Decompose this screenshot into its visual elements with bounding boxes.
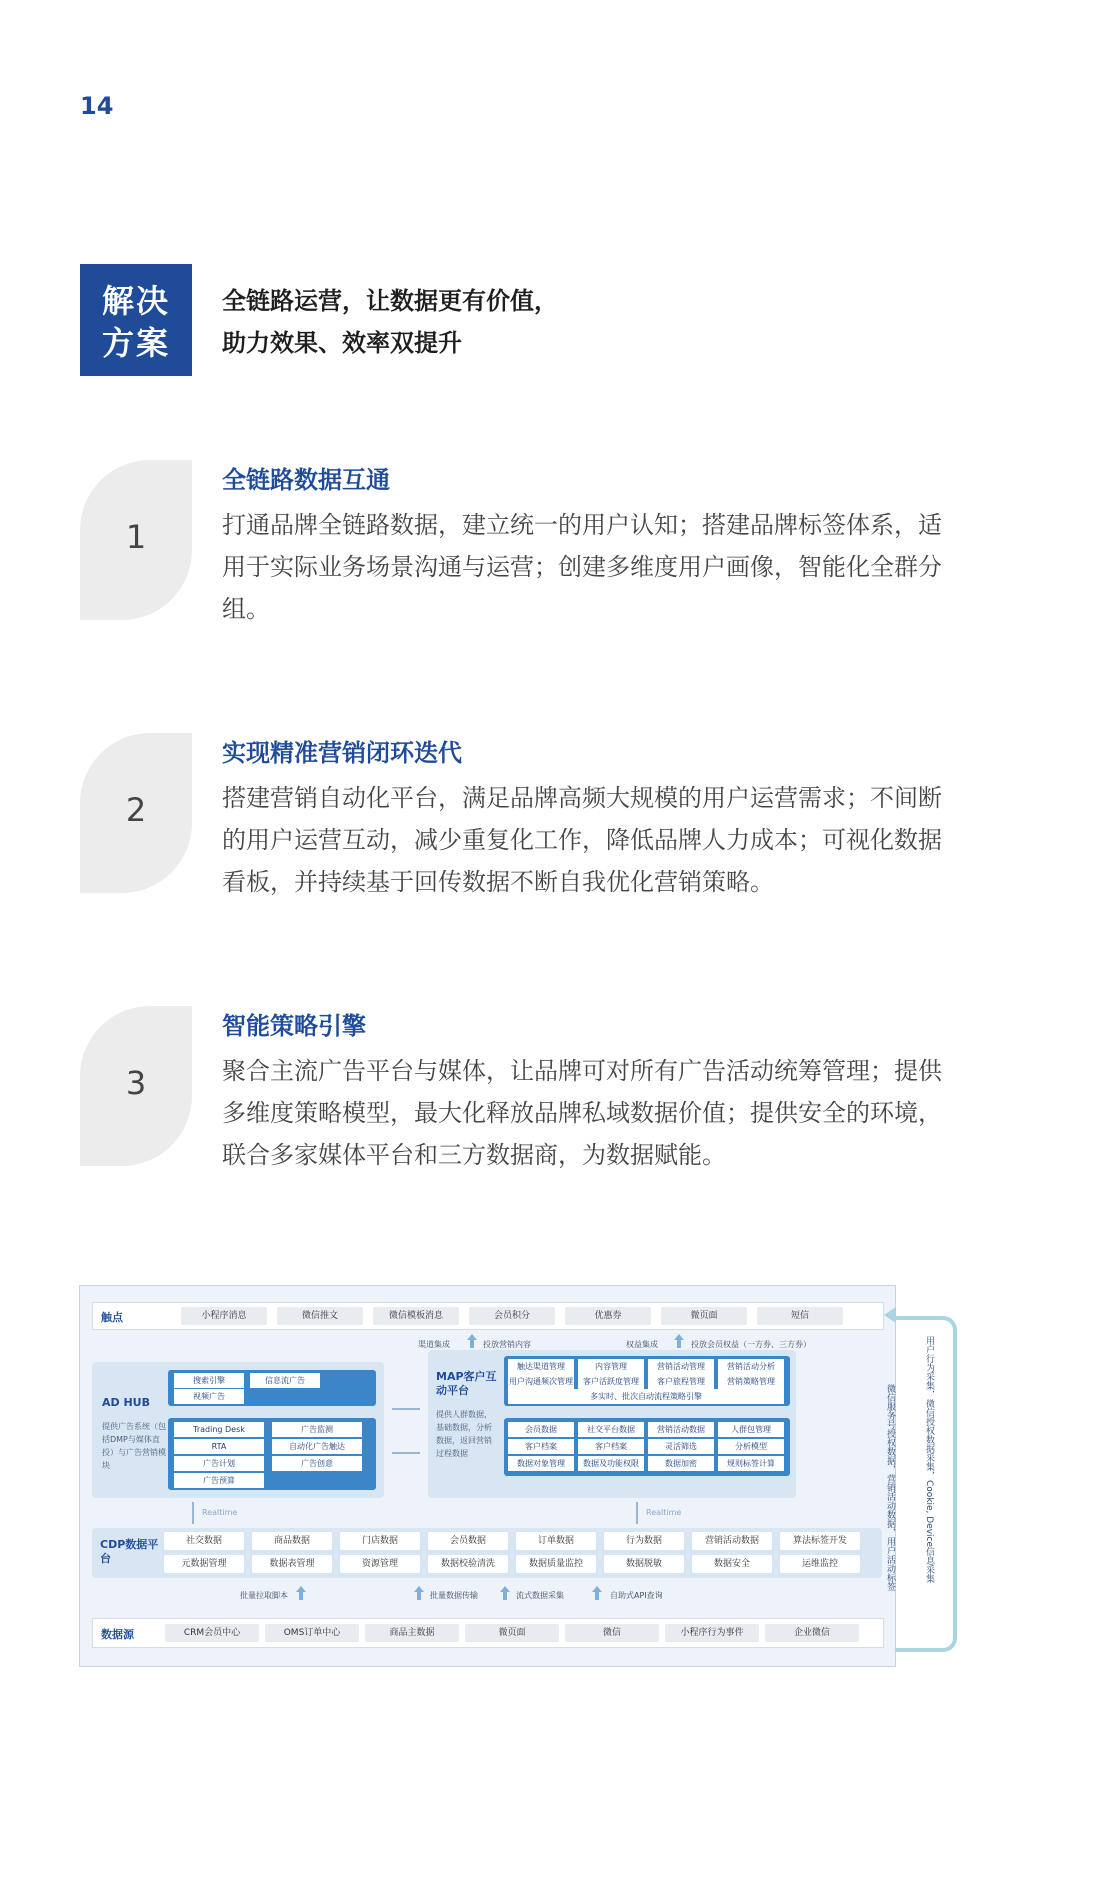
source-chip: OMS订单中心 — [265, 1624, 359, 1642]
cdp-panel — [92, 1528, 882, 1578]
realtime-label: Realtime — [202, 1508, 238, 1517]
touchpoints-row — [92, 1302, 884, 1330]
solution-item-2 — [80, 733, 980, 903]
architecture-diagram — [79, 1285, 896, 1667]
map-chip: 规则标签计算 — [718, 1456, 784, 1471]
cdp-chip: 数据校验清洗 — [428, 1555, 508, 1573]
adhub-chip: 自动化广告触达 — [272, 1439, 362, 1454]
adhub-chip: 搜索引擎 — [174, 1373, 244, 1388]
up-arrow-icon — [296, 1586, 306, 1600]
map-engine-bar: 多实时、批次自动流程策略引擎 — [508, 1389, 784, 1404]
headline-line-1: 全链路运营，让数据更有价值， — [222, 287, 558, 315]
map-chip: 灵活筛选 — [648, 1439, 714, 1454]
arrow-label: 投放会员权益（一方券、三方券） — [691, 1340, 811, 1349]
arrow-label: 自助式API查询 — [610, 1591, 663, 1600]
cdp-chip: 商品数据 — [252, 1532, 332, 1550]
adhub-chip: 信息流广告 — [250, 1373, 320, 1388]
arrow-label: 批量拉取脚本 — [240, 1591, 288, 1600]
cdp-chip: 会员数据 — [428, 1532, 508, 1550]
solution-label-line-1: 解决 — [102, 282, 171, 320]
map-chip: 数据对象管理 — [508, 1456, 574, 1471]
touchpoint-chip: 微页面 — [661, 1307, 747, 1325]
source-chip: 企业微信 — [765, 1624, 859, 1642]
map-chip: 数据加密 — [648, 1456, 714, 1471]
cdp-chip: 数据脱敏 — [604, 1555, 684, 1573]
item-title: 全链路数据互通 — [222, 466, 390, 494]
source-chip: 微信 — [565, 1624, 659, 1642]
cdp-chip: 门店数据 — [340, 1532, 420, 1550]
arrow-label: 批量数据传输 — [430, 1591, 478, 1600]
map-chip: 分析模型 — [718, 1439, 784, 1454]
cdp-chip: 数据安全 — [692, 1555, 772, 1573]
map-chip: 营销活动数据 — [648, 1422, 714, 1437]
page-number: 14 — [80, 92, 114, 120]
feedback-outer-label: 用户行为采集，微信授权数据采集，Cookie, Device信息采集 — [924, 1336, 934, 1584]
solution-item-1 — [80, 460, 980, 630]
solution-item-3 — [80, 1006, 980, 1176]
data-sources-label: 数据源 — [101, 1628, 134, 1641]
solution-label-box — [80, 264, 192, 376]
adhub-chip: RTA — [174, 1439, 264, 1454]
item-body: 打通品牌全链路数据，建立统一的用户认知；搭建品牌标签体系，适用于实际业务场景沟通与运营；创建多维度用户画像，智能化全群分组。 — [222, 511, 942, 623]
adhub-chip: 广告计划 — [174, 1456, 264, 1471]
arrow-label: 权益集成 — [626, 1340, 658, 1349]
cdp-chip: 行为数据 — [604, 1532, 684, 1550]
cdp-chip: 数据表管理 — [252, 1555, 332, 1573]
headline — [222, 280, 558, 364]
cdp-chip: 资源管理 — [340, 1555, 420, 1573]
bidirectional-arrow-icon — [636, 1502, 638, 1524]
arrow-label: 渠道集成 — [418, 1340, 450, 1349]
adhub-chip: 视频广告 — [174, 1389, 244, 1404]
source-chip: 微页面 — [465, 1624, 559, 1642]
arrow-label: 投放营销内容 — [483, 1340, 531, 1349]
item-number: 2 — [125, 791, 147, 829]
up-arrow-icon — [674, 1334, 684, 1348]
adhub-bottom-group — [168, 1418, 376, 1490]
touchpoint-chip: 微信推文 — [277, 1307, 363, 1325]
map-top-group — [504, 1356, 790, 1406]
bidirectional-arrow-icon — [192, 1502, 194, 1524]
source-chip: CRM会员中心 — [165, 1624, 259, 1642]
cdp-title: CDP数据平台 — [100, 1538, 159, 1565]
map-chip: 数据及功能权限 — [578, 1456, 644, 1471]
map-chip: 营销活动管理 — [648, 1359, 714, 1374]
cdp-chip: 元数据管理 — [164, 1555, 244, 1573]
map-panel — [428, 1350, 796, 1498]
cdp-chip: 营销活动数据 — [692, 1532, 772, 1550]
headline-line-2: 助力效果、效率双提升 — [222, 329, 462, 357]
feedback-inner-label: 微信服务号授权数据，营销活动数据，用户活动标签 — [885, 1384, 895, 1591]
cdp-chip: 订单数据 — [516, 1532, 596, 1550]
map-chip: 客户旅程管理 — [648, 1374, 714, 1389]
map-chip: 客户档案 — [508, 1439, 574, 1454]
map-bottom-group — [504, 1418, 790, 1476]
map-chip: 内容管理 — [578, 1359, 644, 1374]
item-number: 1 — [125, 518, 147, 556]
map-chip: 触达渠道管理 — [508, 1359, 574, 1374]
map-title: MAP客户互动平台 — [436, 1370, 497, 1397]
up-arrow-icon — [500, 1586, 510, 1600]
touchpoint-chip: 短信 — [757, 1307, 843, 1325]
cdp-chip: 运维监控 — [780, 1555, 860, 1573]
map-chip: 社交平台数据 — [578, 1422, 644, 1437]
map-chip: 客户活跃度管理 — [578, 1374, 644, 1389]
adhub-top-group — [168, 1370, 376, 1406]
arrow-label: 流式数据采集 — [516, 1591, 564, 1600]
map-chip: 人群包管理 — [718, 1422, 784, 1437]
source-chip: 商品主数据 — [365, 1624, 459, 1642]
touchpoint-chip: 小程序消息 — [181, 1307, 267, 1325]
map-chip: 会员数据 — [508, 1422, 574, 1437]
right-arrow-icon — [392, 1408, 420, 1410]
map-description: 提供人群数据，基础数据，分析数据，返回营销过程数据 — [436, 1410, 492, 1458]
up-arrow-icon — [592, 1586, 602, 1600]
map-chip: 营销活动分析 — [718, 1359, 784, 1374]
left-arrow-icon — [392, 1452, 420, 1454]
map-chip: 客户档案 — [578, 1439, 644, 1454]
cdp-chip: 数据质量监控 — [516, 1555, 596, 1573]
up-arrow-icon — [414, 1586, 424, 1600]
data-sources-row — [92, 1618, 884, 1648]
adhub-title: AD HUB — [102, 1396, 150, 1409]
adhub-description: 提供广告系统（包括DMP与媒体直投）与广告营销模块 — [102, 1422, 166, 1470]
solution-label-line-2: 方案 — [102, 324, 171, 362]
adhub-chip: Trading Desk — [174, 1422, 264, 1437]
touchpoint-chip: 微信模板消息 — [373, 1307, 459, 1325]
map-chip: 用户沟通频次管理 — [508, 1374, 574, 1389]
adhub-chip: 广告预算 — [174, 1473, 264, 1488]
item-body: 搭建营销自动化平台，满足品牌高频大规模的用户运营需求；不间断的用户运营互动，减少重复化工作，降低品牌人力成本；可视化数据看板，并持续基于回传数据不断自我优化营销策略。 — [222, 784, 942, 896]
adhub-chip: 广告创意 — [272, 1456, 362, 1471]
source-chip: 小程序行为事件 — [665, 1624, 759, 1642]
cdp-chip: 算法标签开发 — [780, 1532, 860, 1550]
touchpoint-chip: 优惠券 — [565, 1307, 651, 1325]
realtime-label: Realtime — [646, 1508, 682, 1517]
adhub-chip: 广告监测 — [272, 1422, 362, 1437]
item-title: 实现精准营销闭环迭代 — [222, 739, 462, 767]
item-title: 智能策略引擎 — [222, 1012, 366, 1040]
item-body: 聚合主流广告平台与媒体，让品牌可对所有广告活动统筹管理；提供多维度策略模型，最大化释放品牌私域数据价值；提供安全的环境，联合多家媒体平台和三方数据商，为数据赋能。 — [222, 1057, 942, 1169]
adhub-panel — [92, 1362, 384, 1498]
cdp-chip: 社交数据 — [164, 1532, 244, 1550]
up-arrow-icon — [467, 1334, 477, 1348]
item-number: 3 — [125, 1064, 147, 1102]
touchpoints-label: 触点 — [101, 1311, 123, 1324]
left-arrow-icon — [884, 1307, 896, 1323]
map-chip: 营销策略管理 — [718, 1374, 784, 1389]
touchpoint-chip: 会员积分 — [469, 1307, 555, 1325]
